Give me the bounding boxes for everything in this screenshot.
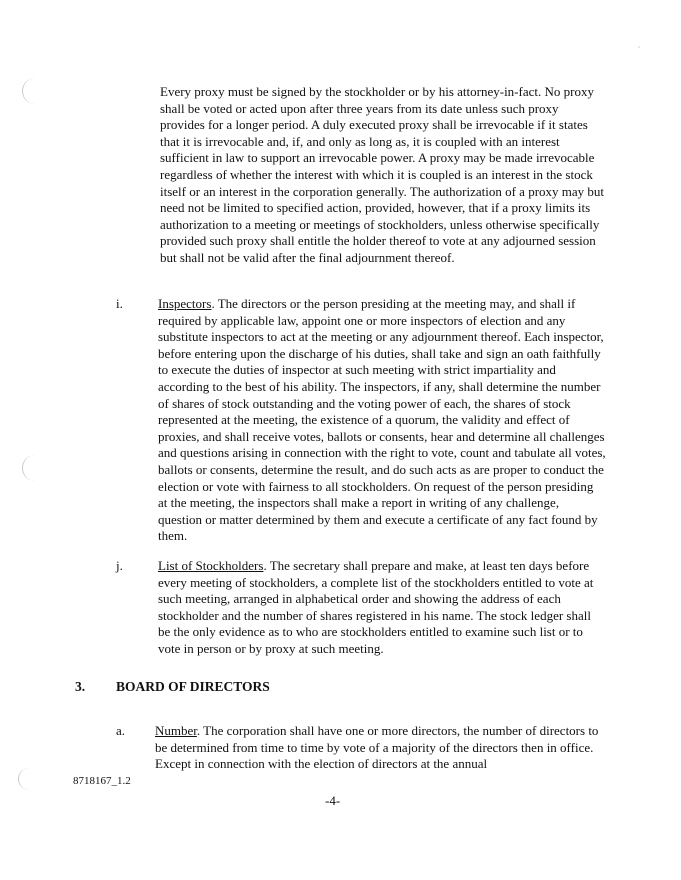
item-a-text: . The corporation shall have one or more directors, the number of directors to be determined from time to time by vote of a majority of the directors then in office. Except in connection with the election of directors at the annual bbox=[155, 723, 599, 772]
item-j-letter: j. bbox=[116, 558, 123, 573]
item-a-body bbox=[155, 723, 600, 773]
item-i-body bbox=[158, 296, 606, 545]
item-j-text: . The secretary shall prepare and make, at least ten days before every meeting of stockholders, a complete list of the stockholders entitled to vote at such meeting, arranged in alphabetical order and showing the address of each stockholder and the number of shares registered in his name. The stock ledger shall be the only evidence as to who are stockholders entitled to examine such list or to vote in person or by proxy at such meeting. bbox=[158, 558, 594, 656]
page-number: -4- bbox=[325, 793, 341, 808]
item-i-letter: i. bbox=[116, 296, 123, 311]
item-a-title: Number bbox=[155, 723, 197, 738]
scan-mark-middle bbox=[22, 455, 37, 481]
item-j-body bbox=[158, 558, 604, 658]
section-number: 3. bbox=[75, 679, 86, 694]
item-j-title: List of Stockholders bbox=[158, 558, 264, 573]
scan-mark-bottom bbox=[18, 768, 33, 790]
document-id: 8718167_1.2 bbox=[73, 775, 131, 787]
scan-mark-top bbox=[22, 78, 37, 104]
item-i-title: Inspectors bbox=[158, 296, 212, 311]
item-i-text: . The directors or the person presiding at the meeting may, and shall if required by applicable law, appoint one or more inspectors of election and any substitute inspectors to act at the meeting or any adjournment thereof. Each inspector, before entering upon the discharge of his duties, shall take and sign an oath faithfully to execute the duties of inspector at such meeting with strict impartiality and according to the best of his ability. The inspectors, if any, shall determine the number of shares of stock outstanding and the voting power of each, the shares of stock represented at the meeting, the existence of a quorum, the validity and effect of proxies, and shall receive votes, ballots or consents, hear and determine all challenges and questions arising in connection with the right to vote, count and tabulate all votes, ballots or consents, determine the result, and do such acts as are proper to conduct the election or vote with fairness to all stockholders. On request of the person presiding at the meeting, the inspectors shall make a report in writing of any challenge, question or matter determined by them and execute a certificate of any fact found by them. bbox=[158, 296, 606, 544]
proxy-paragraph: Every proxy must be signed by the stockholder or by his attorney-in-fact. No proxy shall be voted or acted upon after three years from its date unless such proxy provides for a longer period. A duly executed proxy shall be irrevocable if it states that it is irrevocable and, if, and only as long as, it is coupled with an interest sufficient in law to support an irrevocable power. A proxy may be made irrevocable regardless of whether the interest with which it is coupled is an interest in the stock itself or an interest in the corporation generally. The authorization of a proxy may but need not be limited to specified action, provided, however, that if a proxy limits its authorization to a meeting or meetings of stockholders, unless otherwise specifically provided such proxy shall entitle the holder thereof to vote at any adjourned session but shall not be valid after the final adjournment thereof. bbox=[160, 84, 605, 265]
section-title: BOARD OF DIRECTORS bbox=[116, 679, 270, 694]
scan-dot bbox=[638, 46, 640, 48]
item-a-letter: a. bbox=[116, 723, 126, 738]
